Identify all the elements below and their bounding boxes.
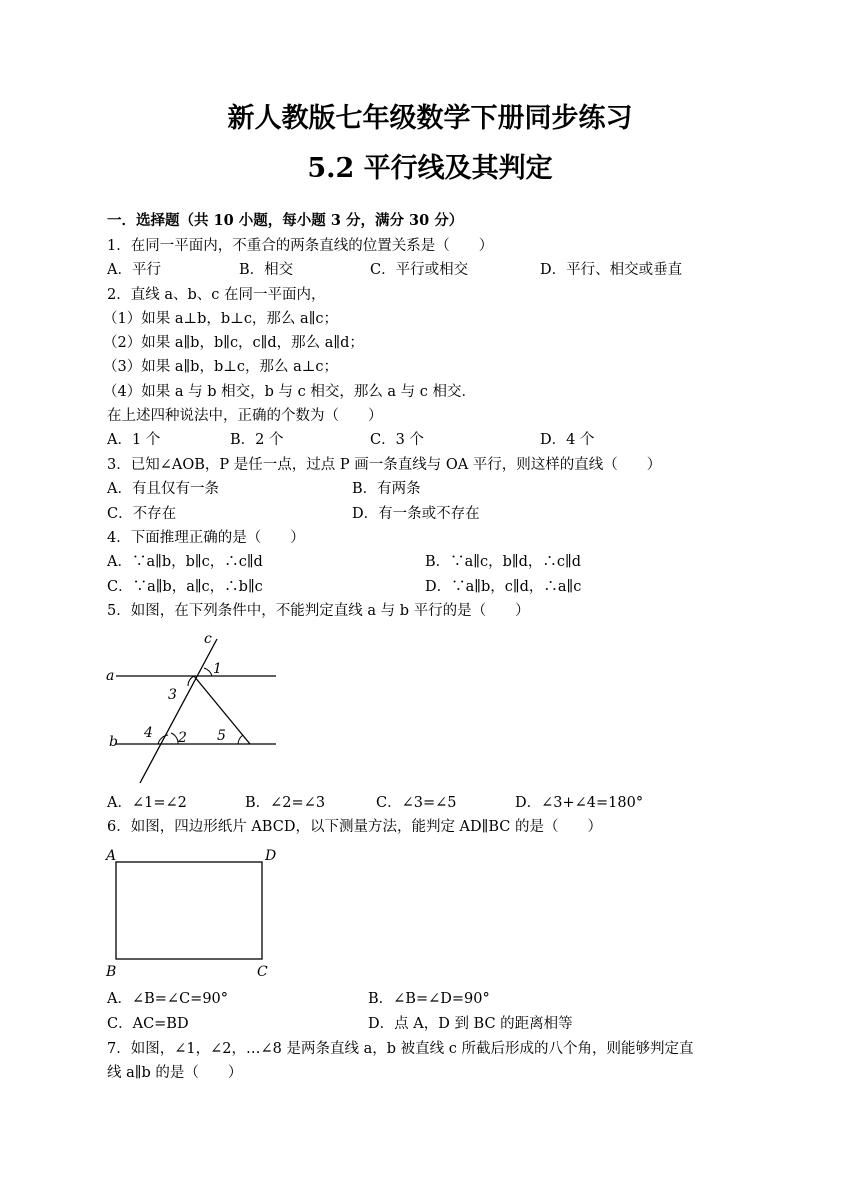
q2-item-3: （3）如果 a∥b，b⊥c，那么 a⊥c； xyxy=(103,359,339,375)
line-c xyxy=(140,639,217,783)
q2-option-d: D．4 个 xyxy=(540,432,595,448)
q1-option-c: C．平行或相交 xyxy=(370,262,469,278)
q5-option-d: D．∠3+∠4=180° xyxy=(515,795,644,811)
q7-stem-line1: 7．如图，∠1，∠2，…∠8 是两条直线 a，b 被直线 c 所截后形成的八个角，则能够判定直 xyxy=(107,1041,694,1057)
q6-figure xyxy=(100,842,285,982)
q1-option-d: D．平行、相交或垂直 xyxy=(540,262,683,278)
q2-item-2: （2）如果 a∥b，b∥c，c∥d，那么 a∥d； xyxy=(103,335,364,351)
q5-stem: 5．如图，在下列条件中，不能判定直线 a 与 b 平行的是（ ） xyxy=(107,603,530,619)
q5-option-a: A．∠1=∠2 xyxy=(107,795,187,811)
q3-stem: 3．已知∠AOB，P 是任一点，过点 P 画一条直线与 OA 平行，则这样的直线（ ） xyxy=(107,457,662,473)
q2-stem: 2．直线 a、b、c 在同一平面内， xyxy=(107,287,326,303)
label-D: D xyxy=(265,848,277,864)
q6-option-a: A．∠B=∠C=90° xyxy=(107,991,229,1007)
q2-option-a: A．1 个 xyxy=(107,432,161,448)
q4-option-d: D．∵a∥b，c∥d，∴a∥c xyxy=(425,579,582,595)
section-heading: 一．选择题（共 10 小题，每小题 3 分，满分 30 分） xyxy=(107,212,464,229)
q5-option-c: C．∠3=∠5 xyxy=(376,795,457,811)
label-2: 2 xyxy=(178,730,187,746)
q6-stem: 6．如图，四边形纸片 ABCD，以下测量方法，能判定 AD∥BC 的是（ ） xyxy=(107,819,602,835)
angle-1-arc xyxy=(204,668,212,676)
label-1: 1 xyxy=(213,661,222,677)
q1-stem: 1．在同一平面内，不重合的两条直线的位置关系是（ ） xyxy=(107,238,494,254)
q6-option-b: B．∠B=∠D=90° xyxy=(368,991,490,1007)
q3-option-b: B．有两条 xyxy=(352,481,421,497)
q6-option-c: C．AC=BD xyxy=(107,1016,189,1032)
angle-2-arc xyxy=(171,733,178,744)
q2-option-c: C．3 个 xyxy=(370,432,424,448)
page-subtitle: 5.2 平行线及其判定 xyxy=(307,153,553,184)
q2-question: 在上述四种说法中，正确的个数为（ ） xyxy=(107,408,383,424)
q2-item-1: （1）如果 a⊥b，b⊥c，那么 a∥c； xyxy=(103,311,339,327)
q3-option-c: C．不存在 xyxy=(107,506,177,522)
q4-stem: 4．下面推理正确的是（ ） xyxy=(107,530,305,546)
q4-option-a: A．∵a∥b，b∥c，∴c∥d xyxy=(107,554,263,570)
q4-option-c: C．∵a∥b，a∥c，∴b∥c xyxy=(107,579,263,595)
label-C: C xyxy=(257,964,268,980)
q3-option-d: D．有一条或不存在 xyxy=(352,506,480,522)
q5-option-b: B．∠2=∠3 xyxy=(245,795,326,811)
label-3: 3 xyxy=(168,687,177,703)
label-a: a xyxy=(106,668,115,684)
q6-option-d: D．点 A，D 到 BC 的距离相等 xyxy=(368,1016,573,1032)
q4-option-b: B．∵a∥c，b∥d，∴c∥d xyxy=(425,554,581,570)
q2-option-b: B．2 个 xyxy=(230,432,284,448)
quadrilateral-abcd xyxy=(116,862,262,959)
label-B: B xyxy=(106,964,117,980)
label-c: c xyxy=(204,631,212,647)
q3-option-a: A．有且仅有一条 xyxy=(107,481,219,497)
angle-5-arc xyxy=(238,735,243,744)
label-b: b xyxy=(109,734,118,750)
q1-option-b: B．相交 xyxy=(239,262,294,278)
q2-item-4: （4）如果 a 与 b 相交，b 与 c 相交，那么 a 与 c 相交． xyxy=(103,384,477,400)
q1-option-a: A．平行 xyxy=(107,262,161,278)
label-A: A xyxy=(106,848,117,864)
label-5: 5 xyxy=(217,728,226,744)
q7-stem-line2: 线 a∥b 的是（ ） xyxy=(107,1065,243,1081)
label-4: 4 xyxy=(144,725,153,741)
page-title: 新人教版七年级数学下册同步练习 xyxy=(227,103,633,134)
q5-figure xyxy=(100,625,285,785)
